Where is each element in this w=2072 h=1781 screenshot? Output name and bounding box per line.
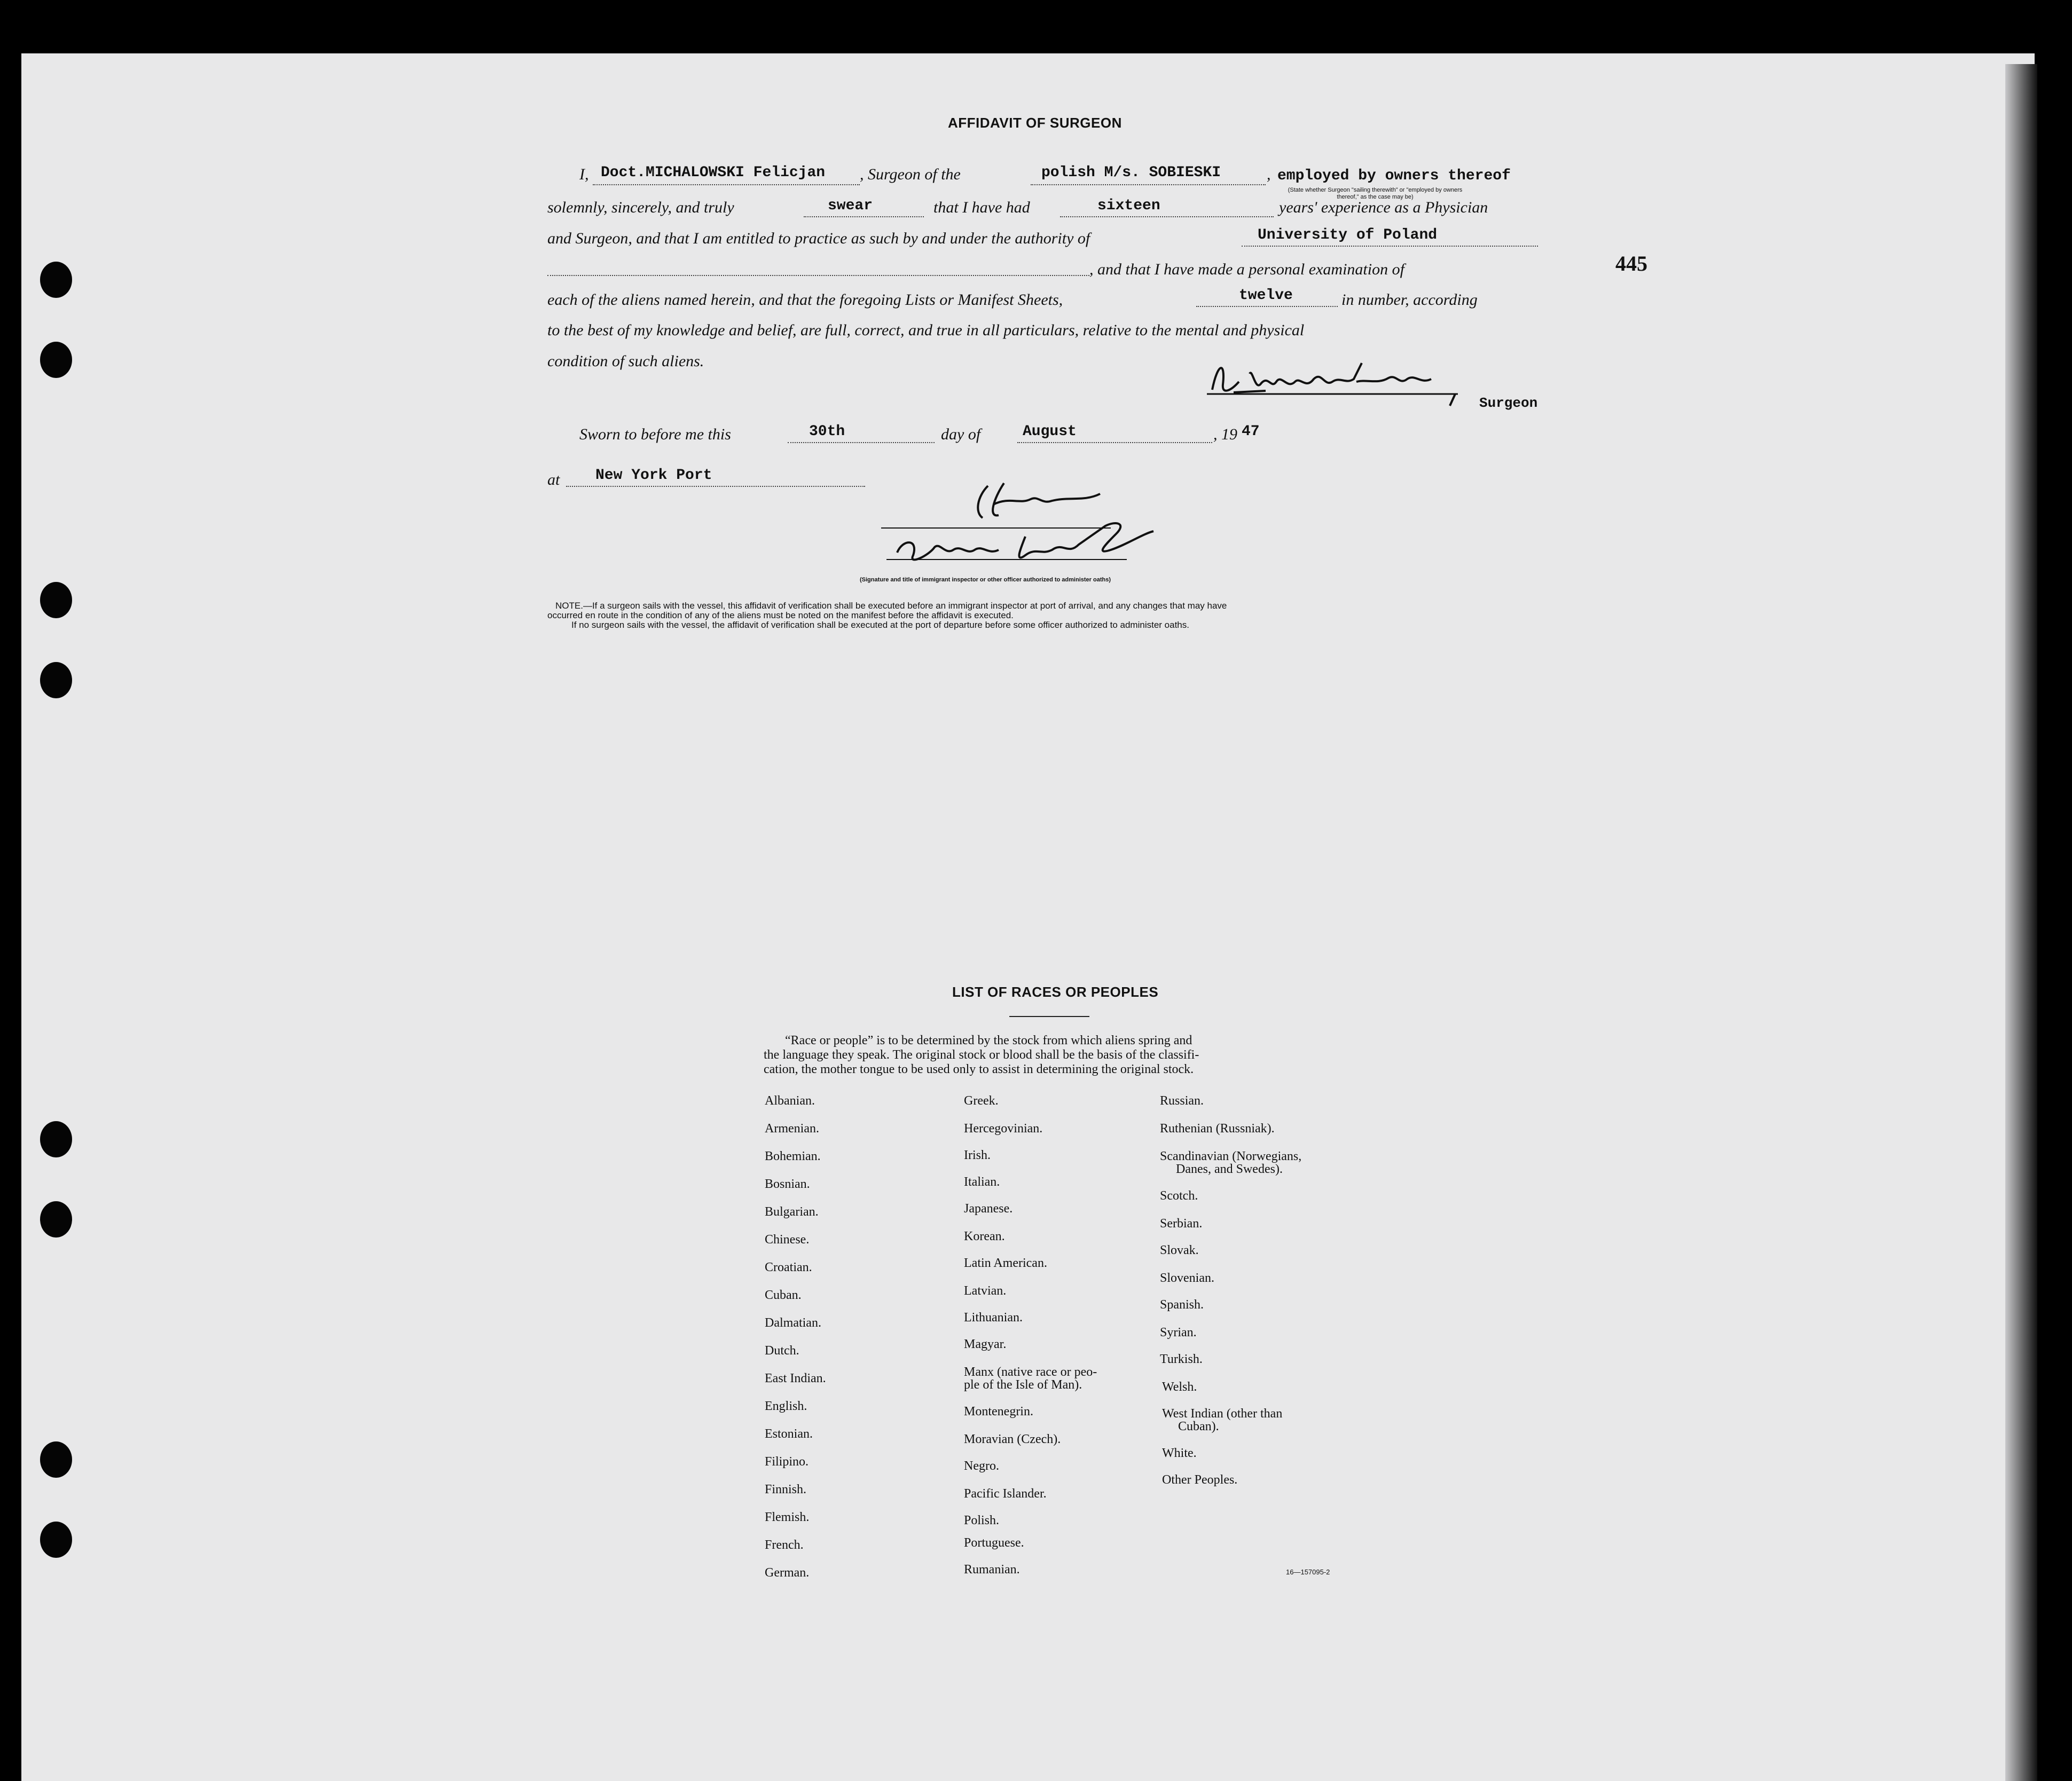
note-line-3: If no surgeon sails with the vessel, the affidavit of verification shall be executed at the port of departure before some officer authorized to administer oaths.: [571, 620, 1189, 630]
punch-hole: [40, 262, 72, 298]
race-item: Estonian.: [765, 1427, 813, 1441]
race-item: Dutch.: [765, 1344, 799, 1358]
race-item: Negro.: [964, 1459, 999, 1473]
text: ,: [1267, 166, 1271, 183]
note-line-1: NOTE.—If a surgeon sails with the vessel, this affidavit of verification shall be executed before an immigrant inspector at port of arrival, and any changes that may have: [555, 601, 1227, 611]
race-item: Dalmatian.: [765, 1316, 821, 1330]
note-line-2: occurred en route in the condition of any of the aliens must be noted on the manifest before the affidavit is executed.: [547, 610, 1014, 620]
title-underline: [1009, 1016, 1089, 1017]
text: and Surgeon, and that I am entitled to practice as such by and under the authority of: [547, 230, 1090, 247]
field-line: [1017, 442, 1212, 443]
punch-hole: [40, 582, 72, 618]
race-item: Hercegovinian.: [964, 1122, 1043, 1136]
race-item: Lithuanian.: [964, 1311, 1023, 1325]
race-item: Japanese.: [964, 1202, 1013, 1216]
text: solemnly, sincerely, and truly: [547, 199, 734, 216]
race-item: Finnish.: [765, 1483, 807, 1496]
text: each of the aliens named herein, and that the foregoing Lists or Manifest Sheets,: [547, 291, 1063, 309]
race-item: Rumanian.: [964, 1563, 1020, 1577]
employment-hint: (State whether Surgeon "sailing therewith" or "employed by owners thereof," as the case may be): [1288, 187, 1463, 200]
punch-hole: [40, 662, 72, 698]
races-intro-1: “Race or people” is to be determined by the stock from which aliens spring and: [785, 1034, 1192, 1047]
oath-field: swear: [828, 198, 873, 214]
form-code: 16—157095-2: [1286, 1568, 1330, 1576]
sworn-year-field: 47: [1242, 423, 1260, 440]
punch-hole: [40, 1201, 72, 1238]
race-item: Cuban).: [1178, 1420, 1219, 1433]
race-item: Moravian (Czech).: [964, 1432, 1061, 1446]
officer-caption: (Signature and title of immigrant inspector or other officer authorized to administer oaths): [860, 577, 1111, 583]
sworn-day-field: 30th: [809, 423, 845, 440]
race-item: Latin American.: [964, 1256, 1047, 1270]
race-item: Turkish.: [1160, 1352, 1203, 1366]
race-item: Scotch.: [1160, 1189, 1198, 1203]
punch-hole: [40, 1441, 72, 1478]
race-item: Flemish.: [765, 1510, 810, 1524]
race-item: Armenian.: [765, 1122, 819, 1136]
race-item: White.: [1162, 1446, 1197, 1460]
race-item: Spanish.: [1160, 1298, 1204, 1312]
race-item: French.: [765, 1538, 804, 1552]
race-item: Montenegrin.: [964, 1405, 1033, 1419]
race-item: Russian.: [1160, 1094, 1204, 1108]
race-item: Scandinavian (Norwegians,: [1160, 1149, 1302, 1163]
race-item: Manx (native race or peo-: [964, 1365, 1097, 1379]
punch-hole: [40, 342, 72, 378]
field-line: [804, 216, 924, 217]
race-item: Other Peoples.: [1162, 1473, 1238, 1487]
surgeon-name-field: Doct.MICHALOWSKI Felicjan: [601, 164, 826, 181]
race-item: English.: [765, 1399, 807, 1413]
race-item: East Indian.: [765, 1372, 826, 1385]
race-item: Albanian.: [765, 1094, 815, 1108]
races-intro-3: cation, the mother tongue to be used only to assist in determining the original stock.: [764, 1062, 1194, 1076]
employment-field: employed by owners thereof: [1277, 168, 1511, 184]
place-field: New York Port: [595, 467, 712, 484]
race-item: Pacific Islander.: [964, 1487, 1047, 1501]
race-item: Cuban.: [765, 1288, 802, 1302]
race-item: Syrian.: [1160, 1326, 1197, 1339]
text: day of: [941, 425, 981, 443]
text: that I have had: [933, 199, 1030, 216]
race-item: ple of the Isle of Man).: [964, 1378, 1082, 1392]
text: I,: [579, 166, 589, 183]
race-item: Slovenian.: [1160, 1271, 1214, 1285]
race-item: Irish.: [964, 1148, 991, 1162]
race-item: Bohemian.: [765, 1149, 821, 1163]
race-item: Polish.: [964, 1514, 1000, 1527]
race-item: German.: [765, 1566, 810, 1580]
race-item: Italian.: [964, 1175, 1000, 1189]
field-line: [593, 184, 860, 185]
race-item: Filipino.: [765, 1455, 809, 1469]
race-item: Bosnian.: [765, 1177, 810, 1191]
race-item: Ruthenian (Russniak).: [1160, 1122, 1275, 1136]
text: years' experience as a Physician: [1279, 199, 1488, 216]
surgeon-label: Surgeon: [1479, 395, 1538, 411]
text: in number, according: [1341, 291, 1478, 309]
punch-hole: [40, 1522, 72, 1558]
race-item: Korean.: [964, 1230, 1005, 1243]
page-edge-shadow: [2005, 64, 2037, 1781]
race-item: Slovak.: [1160, 1243, 1199, 1257]
race-item: Greek.: [964, 1094, 999, 1108]
sheets-field: twelve: [1239, 287, 1293, 304]
text: condition of such aliens.: [547, 352, 704, 370]
race-item: Magyar.: [964, 1337, 1007, 1351]
field-line: [547, 275, 1089, 276]
race-item: Portuguese.: [964, 1536, 1024, 1550]
text: to the best of my knowledge and belief, are full, correct, and true in all particulars, relative to the mental and physical: [547, 321, 1305, 339]
years-field: sixteen: [1097, 198, 1160, 214]
race-item: Latvian.: [964, 1284, 1007, 1298]
field-line: [566, 486, 865, 487]
race-item: Chinese.: [765, 1233, 810, 1247]
affidavit-title: AFFIDAVIT OF SURGEON: [948, 115, 1122, 131]
text: Sworn to before me this: [579, 425, 731, 443]
race-item: Danes, and Swedes).: [1176, 1162, 1283, 1176]
vessel-field: polish M/s. SOBIESKI: [1041, 164, 1221, 181]
races-intro-2: the language they speak. The original stock or blood shall be the basis of the classifi-: [764, 1048, 1199, 1062]
field-line: [1060, 216, 1274, 217]
race-item: Serbian.: [1160, 1217, 1203, 1231]
text: , Surgeon of the: [860, 166, 961, 183]
field-line: [1031, 184, 1266, 185]
races-title: LIST OF RACES OR PEOPLES: [952, 984, 1159, 1000]
sworn-month-field: August: [1023, 423, 1077, 440]
text: , 19: [1213, 425, 1237, 443]
race-item: Croatian.: [765, 1260, 812, 1274]
text: at: [547, 471, 560, 488]
punch-hole: [40, 1121, 72, 1157]
field-line: [788, 442, 935, 443]
race-item: West Indian (other than: [1162, 1407, 1283, 1421]
race-item: Bulgarian.: [765, 1205, 819, 1219]
page-number: 445: [1615, 251, 1647, 275]
authority-field: University of Poland: [1258, 227, 1438, 243]
surgeon-signature: [1202, 352, 1479, 411]
field-line: [1242, 246, 1538, 247]
field-line: [1196, 306, 1338, 307]
race-item: Welsh.: [1162, 1380, 1197, 1394]
text: , and that I have made a personal examination of: [1089, 261, 1404, 278]
document-page: [21, 53, 2035, 1781]
